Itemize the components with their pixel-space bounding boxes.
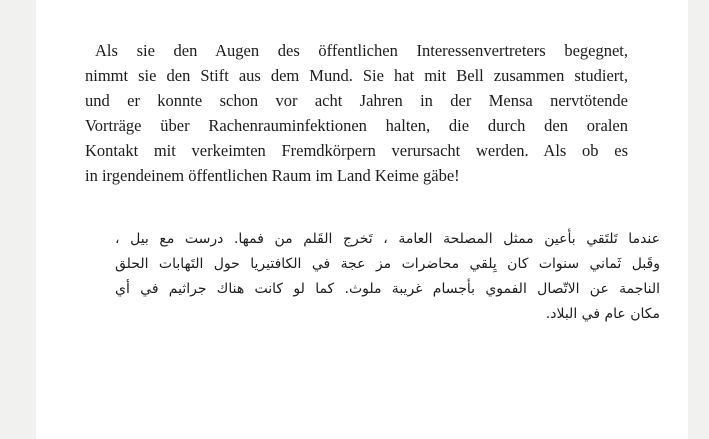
text-line: Kontakt mit verkeimten Fremdkörpern verursacht werden. Als ob es bbox=[85, 141, 628, 160]
text-line: nimmt sie den Stift aus dem Mund. Sie hat mit Bell zusammen studiert, bbox=[85, 66, 628, 85]
arabic-paragraph bbox=[115, 227, 660, 327]
text-line: وقَبل ثَماني سنوات كان يِلقي محاضرات مز عجة في الكافتيريا حول التَهابات الحلق bbox=[115, 256, 660, 272]
text-line: عندما تَلتَقي بأعين ممثل المصلحة العامة ، تَخرج القَلم من فمها. درست مع بيل ، bbox=[115, 231, 660, 247]
german-paragraph bbox=[85, 38, 628, 188]
text-line: مكان عام في البلاد. bbox=[545, 306, 660, 322]
document-page bbox=[36, 0, 688, 439]
text-line: in irgendeinem öffentlichen Raum im Land Keime gäbe! bbox=[85, 166, 460, 185]
text-line: الناجمة عن الاتّصال الفموي بأجسام غريبة ملوث. كما لو كانت هناك جراثيم في أي bbox=[115, 281, 660, 297]
text-line: und er konnte schon vor acht Jahren in der Mensa nervtötende bbox=[85, 91, 628, 110]
text-line: Vorträge über Rachenrauminfektionen halten, die durch den oralen bbox=[85, 116, 628, 135]
text-line: Als sie den Augen des öffentlichen Interessenvertreters begegnet, bbox=[95, 41, 628, 60]
